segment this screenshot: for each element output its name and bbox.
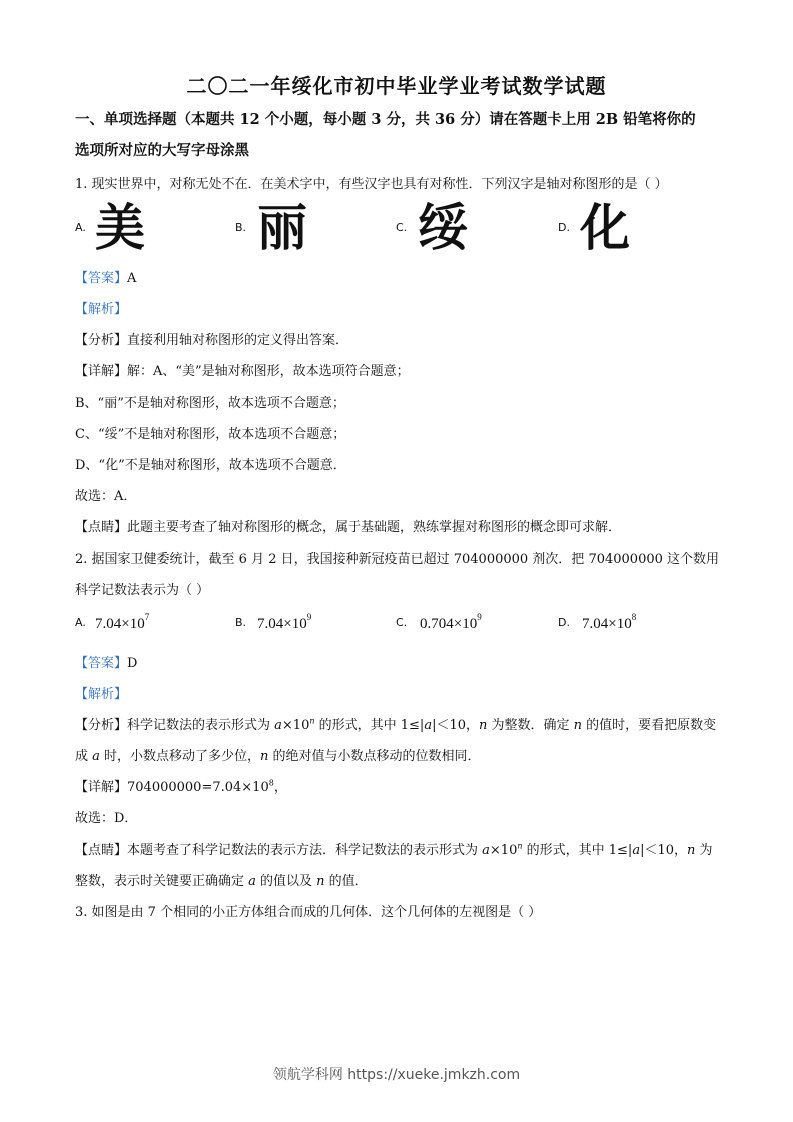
answer-tag: 【答案】 [75, 271, 128, 286]
q2-choose: 故选：D． [75, 811, 138, 826]
q1-analysis-tag: 【解析】 [75, 302, 128, 317]
q2-option-a-letter: A. [75, 616, 86, 629]
q2-option-b-letter: B. [235, 616, 247, 629]
q2-option-c-letter: C. [396, 616, 408, 629]
q1-d-line: D、“化”不是轴对称图形，故本选项不合题意． [75, 458, 346, 473]
page-title: 二〇二一年绥化市初中毕业学业考试数学试题 [186, 74, 607, 98]
q1-b-line: B、“丽”不是轴对称图形，故本选项不合题意； [75, 396, 345, 411]
q1-option-c-letter: C. [396, 221, 408, 234]
footer-watermark: 领航学科网 https://xueke.jmkzh.com [272, 1067, 521, 1083]
q3-stem: 3. 如图是由 7 个相同的小正方体组合而成的几何体．这个几何体的左视图是（ ） [75, 905, 542, 920]
q1-choose: 故选：A． [75, 489, 137, 504]
q2-stem-line1: 2. 据国家卫健委统计，截至 6 月 2 日，我国接种新冠疫苗已超过 704000000 剂次．把 704000000 这个数用 [75, 552, 720, 567]
section-heading-line2: 选项所对应的大写字母涂黑 [75, 142, 249, 159]
q1-stem: 1. 现实世界中，对称无处不在．在美术字中，有些汉字也具有对称性．下列汉字是轴对称图形的是（ ） [75, 177, 668, 192]
q1-option-b-letter: B. [235, 221, 247, 234]
answer-value: A [127, 271, 137, 286]
q1-c-line: C、“绥”不是轴对称图形，故本选项不合题意； [75, 427, 346, 442]
q1-option-a-char: 美 [95, 199, 145, 257]
answer-tag: 【答案】 [75, 656, 128, 671]
q1-option-a-letter: A. [75, 221, 86, 234]
q1-fenxi: 【分析】直接利用轴对称图形的定义得出答案． [75, 333, 349, 348]
q2-option-c-value: $0.704\times 10^9$ [420, 612, 482, 632]
q1-option-d-letter: D. [558, 221, 570, 234]
q2-option-b-value: $7.04\times 10^9$ [257, 612, 312, 632]
q2-fenxi-line1: 【分析】科学记数法的表示形式为 $a\times 10^n$ 的形式，其中 1≤|a|＜10，n 为整数．确定 n 的值时，要看把原数变 [75, 716, 717, 733]
q2-dianjing-line2: 整数，表示时关键要正确确定 a 的值以及 n 的值． [75, 874, 368, 889]
q1-option-b-char: 丽 [257, 199, 307, 257]
q2-xiangjie: 【详解】$704000000=7.04\times 10^8$， [75, 778, 287, 795]
q2-option-a-value: $7.04\times 10^7$ [95, 612, 150, 632]
answer-value: D [127, 656, 138, 671]
q2-answer [75, 652, 137, 671]
q1-option-c-char: 绥 [418, 199, 468, 257]
q2-option-d-letter: D. [558, 616, 570, 629]
q1-option-d-char: 化 [580, 199, 630, 257]
q2-analysis-tag: 【解析】 [75, 687, 128, 702]
q2-dianjing-line1: 【点睛】本题考查了科学记数法的表示方法．科学记数法的表示形式为 $a\times 10^n$ 的形式，其中 1≤|a|＜10，n 为 [75, 841, 713, 858]
q1-dianjing: 【点睛】此题主要考查了轴对称图形的概念，属于基础题，熟练掌握对称图形的概念即可求解． [75, 520, 622, 535]
section-heading-line1: 一、单项选择题（本题共 12 个小题，每小题 3 分，共 36 分）请在答题卡上用 2B 铅笔将你的 [75, 111, 696, 128]
q1-answer [75, 267, 136, 286]
q2-option-d-value: $7.04\times 10^8$ [582, 612, 637, 632]
q1-xiangjie: 【详解】解：A、“美”是轴对称图形，故本选项符合题意； [75, 364, 410, 379]
q2-fenxi-line2: 成 a 时，小数点移动了多少位，n 的绝对值与小数点移动的位数相同． [75, 749, 481, 764]
q2-stem-line2: 科学记数法表示为（ ） [75, 583, 210, 598]
